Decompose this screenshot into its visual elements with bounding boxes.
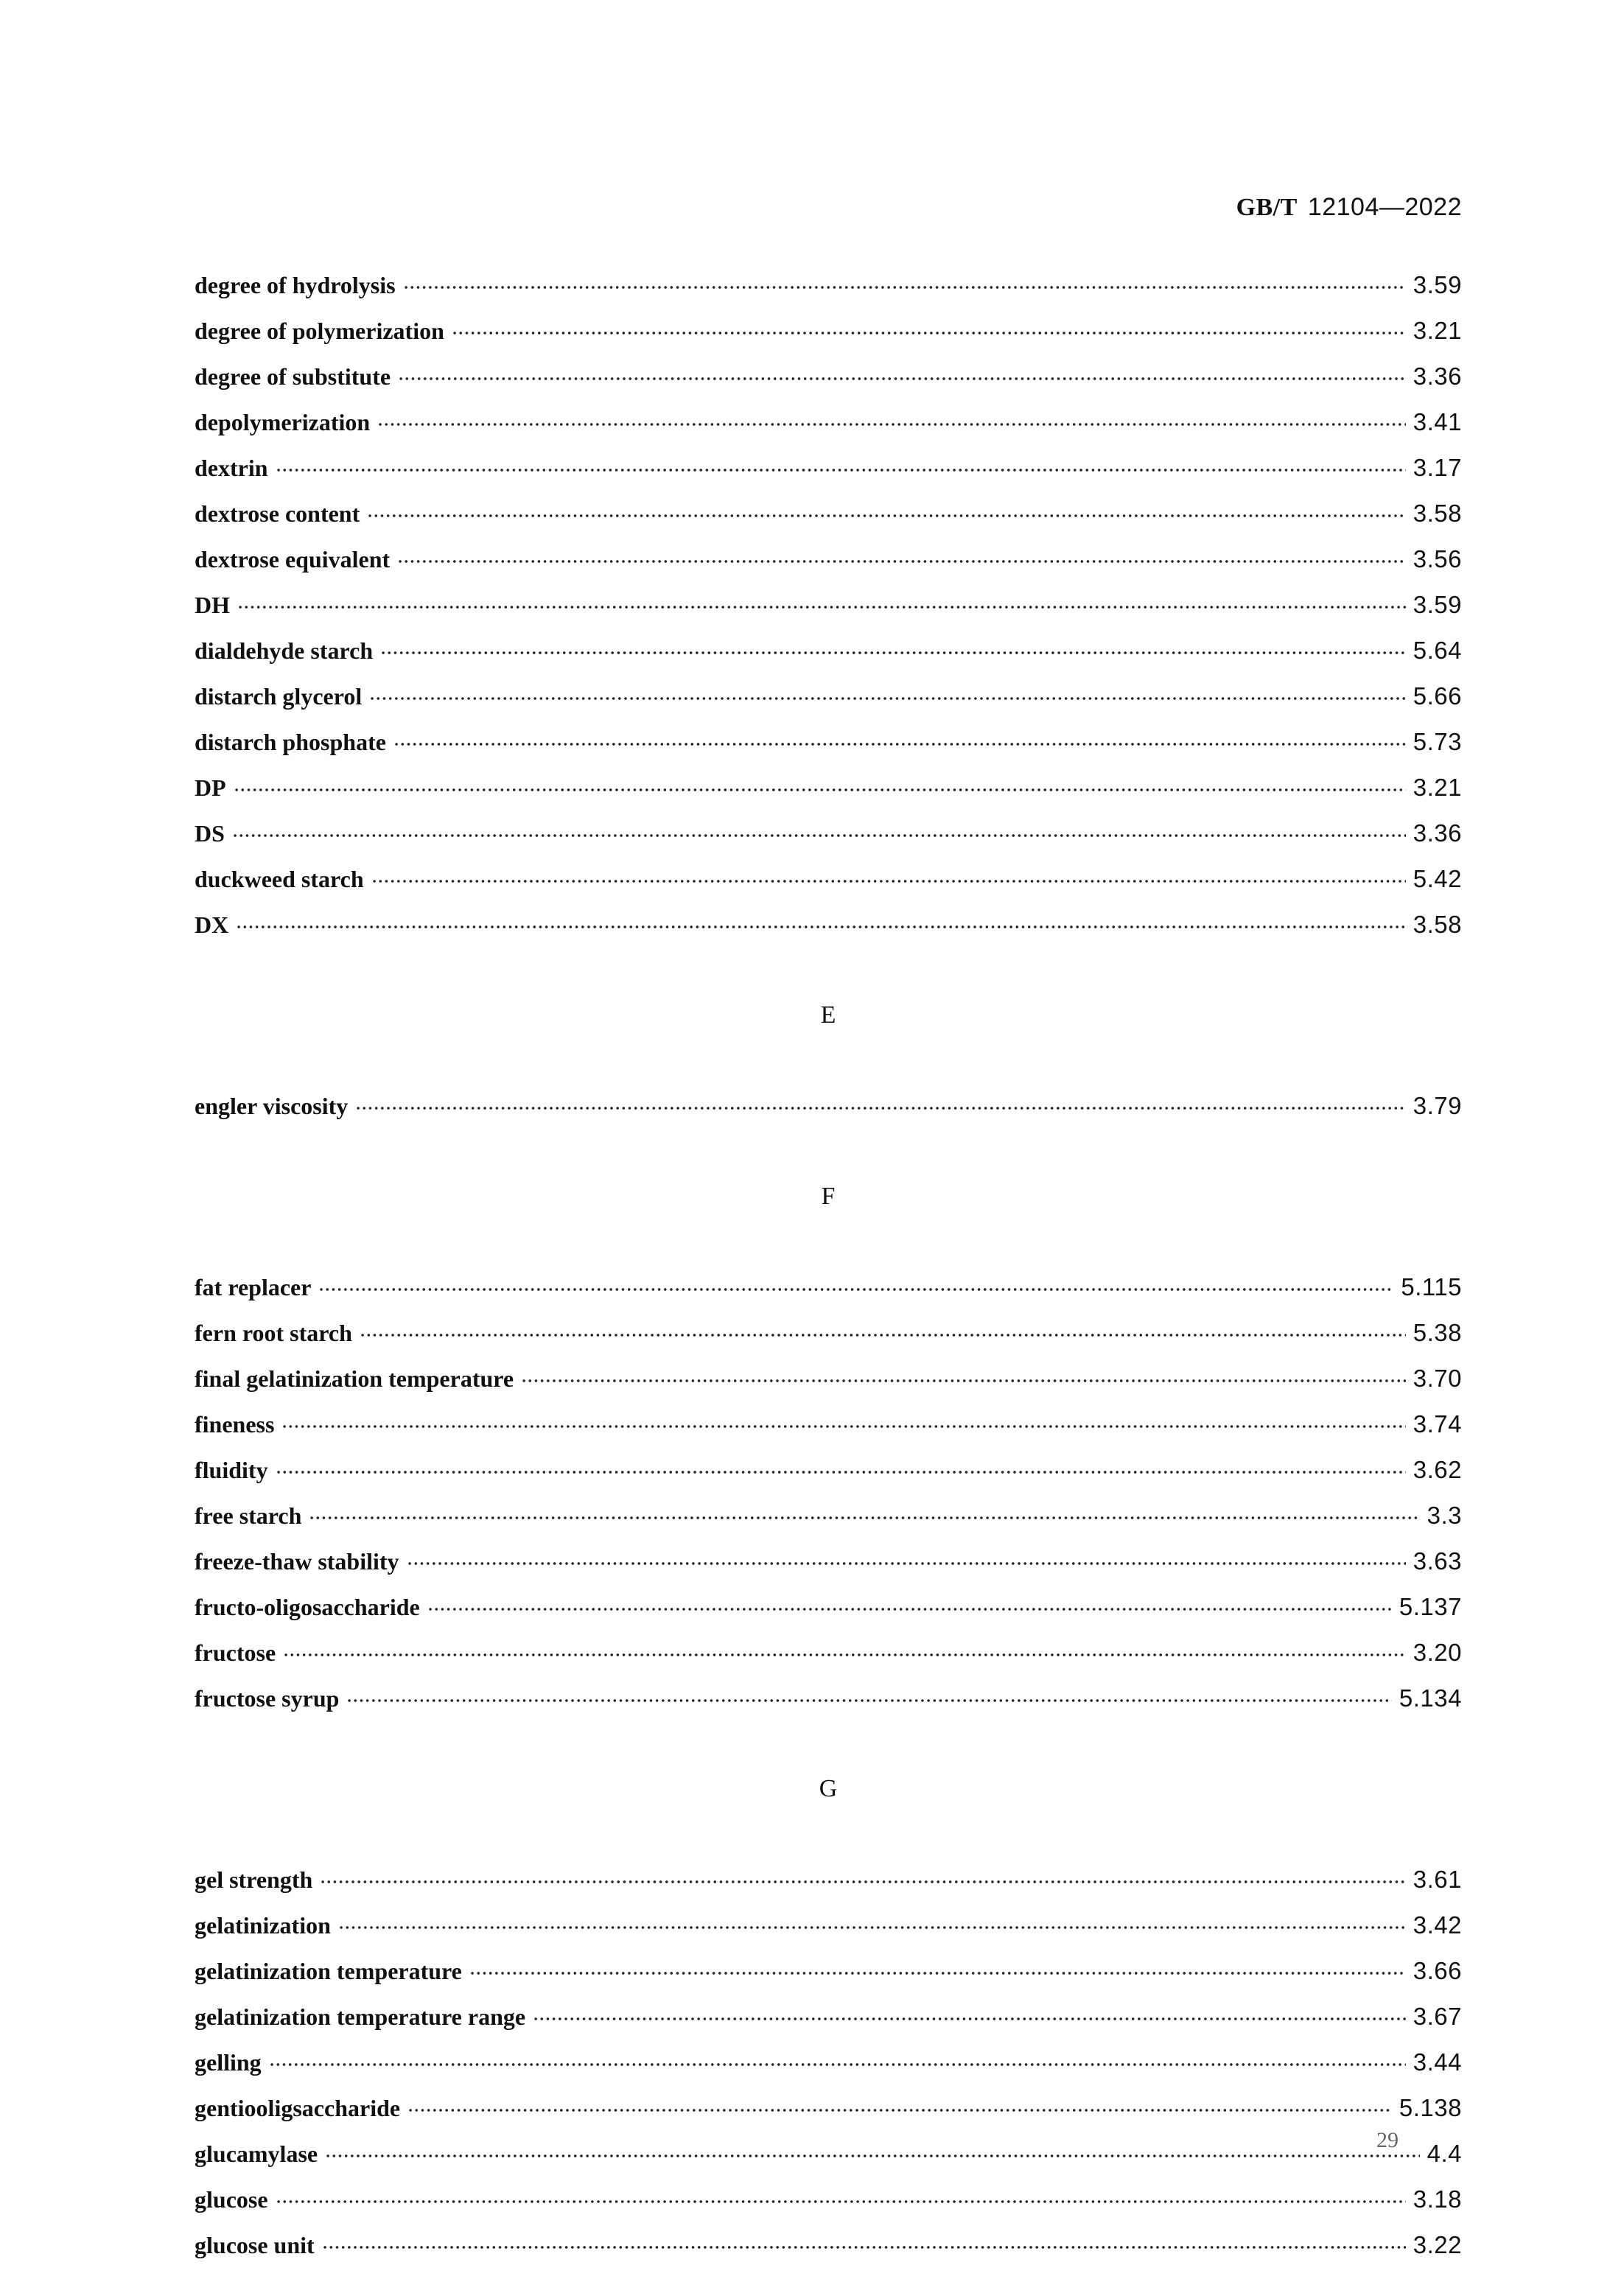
dot-leader [346,1698,1391,1703]
index-reference: 3.63 [1413,1547,1462,1575]
index-reference: 3.58 [1413,911,1462,938]
index-term: distarch phosphate [195,729,386,755]
index-reference: 3.21 [1413,774,1462,801]
index-term: fluidity [195,1457,268,1483]
dot-leader [393,742,1406,746]
index-entry [195,1857,1462,1902]
index-entry [195,1902,1462,1948]
dot-leader [232,833,1406,838]
index-reference: 3.36 [1413,363,1462,390]
dot-leader [322,2245,1406,2250]
dot-leader [371,879,1406,883]
index-term: final gelatinization temperature [195,1365,514,1392]
index-entry [195,1310,1462,1356]
index-term: fineness [195,1411,275,1438]
index-term: dextrin [195,455,268,481]
dot-leader [236,925,1406,929]
dot-leader [283,1653,1406,1657]
index-term: DH [195,592,230,618]
index-term: fern root starch [195,1320,352,1346]
index-term: gentiooligsaccharide [195,2095,401,2121]
standard-header [1236,193,1462,222]
index-reference: 3.21 [1413,317,1462,344]
index-reference: 3.20 [1413,1639,1462,1666]
index-term: free starch [195,1502,302,1529]
index-reference: 5.73 [1413,728,1462,755]
index-letter-heading: E [820,1001,836,1029]
index-term: engler viscosity [195,1093,349,1119]
index-letter-heading: G [819,1775,838,1802]
dot-leader [237,605,1406,609]
index-term: gel strength [195,1866,313,1893]
index-term: glucose [195,2186,268,2213]
index-entry [195,1584,1462,1630]
index-term: glucamylase [195,2140,318,2167]
index-entry [195,1538,1462,1584]
index-reference: 3.74 [1413,1410,1462,1438]
index-entry [195,765,1462,811]
index-term: gelling [195,2049,262,2076]
index-reference: 3.3 [1427,1502,1462,1529]
dot-leader [269,2062,1406,2067]
dot-leader [338,1925,1406,1930]
index-entry [195,2131,1462,2177]
index-reference: 3.36 [1413,819,1462,847]
index-entry [195,1948,1462,1994]
index-entry [195,262,1462,308]
index-reference: 5.137 [1399,1593,1462,1620]
index-reference: 3.44 [1413,2048,1462,2076]
dot-leader [427,1607,1392,1611]
dot-leader [469,1971,1406,1975]
dot-leader [360,1333,1406,1337]
index-entry [195,673,1462,719]
dot-leader [320,1880,1405,1884]
standard-code: GB/T [1236,194,1298,221]
index-entry [195,308,1462,354]
index-entry [195,856,1462,902]
index-letter-heading: F [821,1183,836,1210]
index-reference: 3.79 [1413,1092,1462,1119]
standard-number: 12104—2022 [1307,193,1462,221]
index-entry [195,1401,1462,1447]
index-term: dextrose content [195,500,360,527]
index-term: freeze-thaw stability [195,1548,399,1575]
dot-leader [276,1470,1406,1474]
index-reference: 5.42 [1413,865,1462,892]
dot-leader [325,2154,1420,2158]
index-entry [195,1264,1462,1310]
dot-leader [367,514,1406,518]
index-term: gelatinization [195,1912,331,1939]
index-entry [195,719,1462,765]
index-term: fructose [195,1639,276,1666]
dot-leader [309,1516,1419,1520]
index-entry [195,536,1462,582]
index-entry [195,354,1462,399]
dot-leader [281,1424,1405,1429]
index-reference: 3.58 [1413,500,1462,527]
index-reference: 3.59 [1413,591,1462,618]
index-entry [195,399,1462,445]
index-reference: 3.67 [1413,2003,1462,2030]
dot-leader [234,788,1406,792]
dot-leader [398,377,1406,381]
index-term: fructose syrup [195,1685,340,1712]
index-reference: 5.138 [1399,2094,1462,2121]
page-number: 29 [1376,2128,1399,2152]
index-term: degree of substitute [195,363,391,390]
index-term: gelatinization temperature range [195,2003,526,2030]
dot-leader [355,1106,1406,1110]
dot-leader [403,285,1406,290]
dot-leader [276,2199,1406,2204]
index-term: fructo-oligosaccharide [195,1594,420,1620]
dot-leader [397,559,1406,564]
index-term: DP [195,774,226,801]
index-term: dextrose equivalent [195,546,391,573]
dot-leader [533,2017,1406,2021]
alphabetical-index [195,262,1462,2268]
index-reference: 3.18 [1413,2185,1462,2213]
index-reference: 5.64 [1413,637,1462,664]
index-entry [195,1083,1462,1129]
index-reference: 3.70 [1413,1365,1462,1392]
index-reference: 3.41 [1413,408,1462,435]
index-entry [195,445,1462,491]
index-reference: 5.38 [1413,1319,1462,1346]
dot-leader [452,331,1406,335]
dot-leader [369,696,1406,701]
index-term: glucose unit [195,2232,315,2258]
index-reference: 3.62 [1413,1456,1462,1483]
index-entry [195,811,1462,856]
index-reference: 3.59 [1413,271,1462,298]
index-term: degree of hydrolysis [195,272,396,298]
dot-leader [407,1561,1406,1566]
index-reference: 3.17 [1413,454,1462,481]
index-entry [195,582,1462,628]
index-entry [195,1493,1462,1538]
index-entry [195,1356,1462,1401]
index-reference: 3.66 [1413,1957,1462,1984]
dot-leader [318,1287,1393,1292]
index-entry [195,1447,1462,1493]
index-entry [195,1676,1462,1721]
index-entry [195,2040,1462,2085]
index-reference: 5.115 [1401,1273,1462,1300]
index-reference: 3.56 [1413,545,1462,573]
index-reference: 3.42 [1413,1911,1462,1939]
dot-leader [377,422,1406,427]
index-entry [195,628,1462,673]
dot-leader [407,2108,1392,2112]
index-term: gelatinization temperature [195,1958,462,1984]
index-reference: 4.4 [1427,2140,1462,2167]
index-term: fat replacer [195,1274,312,1300]
index-term: dialdehyde starch [195,637,374,664]
index-term: degree of polymerization [195,318,444,344]
index-entry [195,2085,1462,2131]
index-reference: 3.22 [1413,2231,1462,2258]
index-entry [195,1630,1462,1676]
dot-leader [380,651,1406,655]
index-term: depolymerization [195,409,371,435]
index-entry [195,2177,1462,2222]
index-term: duckweed starch [195,866,364,892]
index-entry [195,1994,1462,2040]
index-reference: 5.66 [1413,682,1462,710]
index-entry [195,491,1462,536]
index-term: distarch glycerol [195,683,363,710]
dot-leader [276,468,1406,472]
index-term: DX [195,911,229,938]
index-reference: 3.61 [1413,1866,1462,1893]
index-term: DS [195,820,225,847]
index-entry [195,2222,1462,2268]
index-entry [195,902,1462,948]
dot-leader [521,1379,1406,1383]
index-reference: 5.134 [1399,1684,1462,1712]
